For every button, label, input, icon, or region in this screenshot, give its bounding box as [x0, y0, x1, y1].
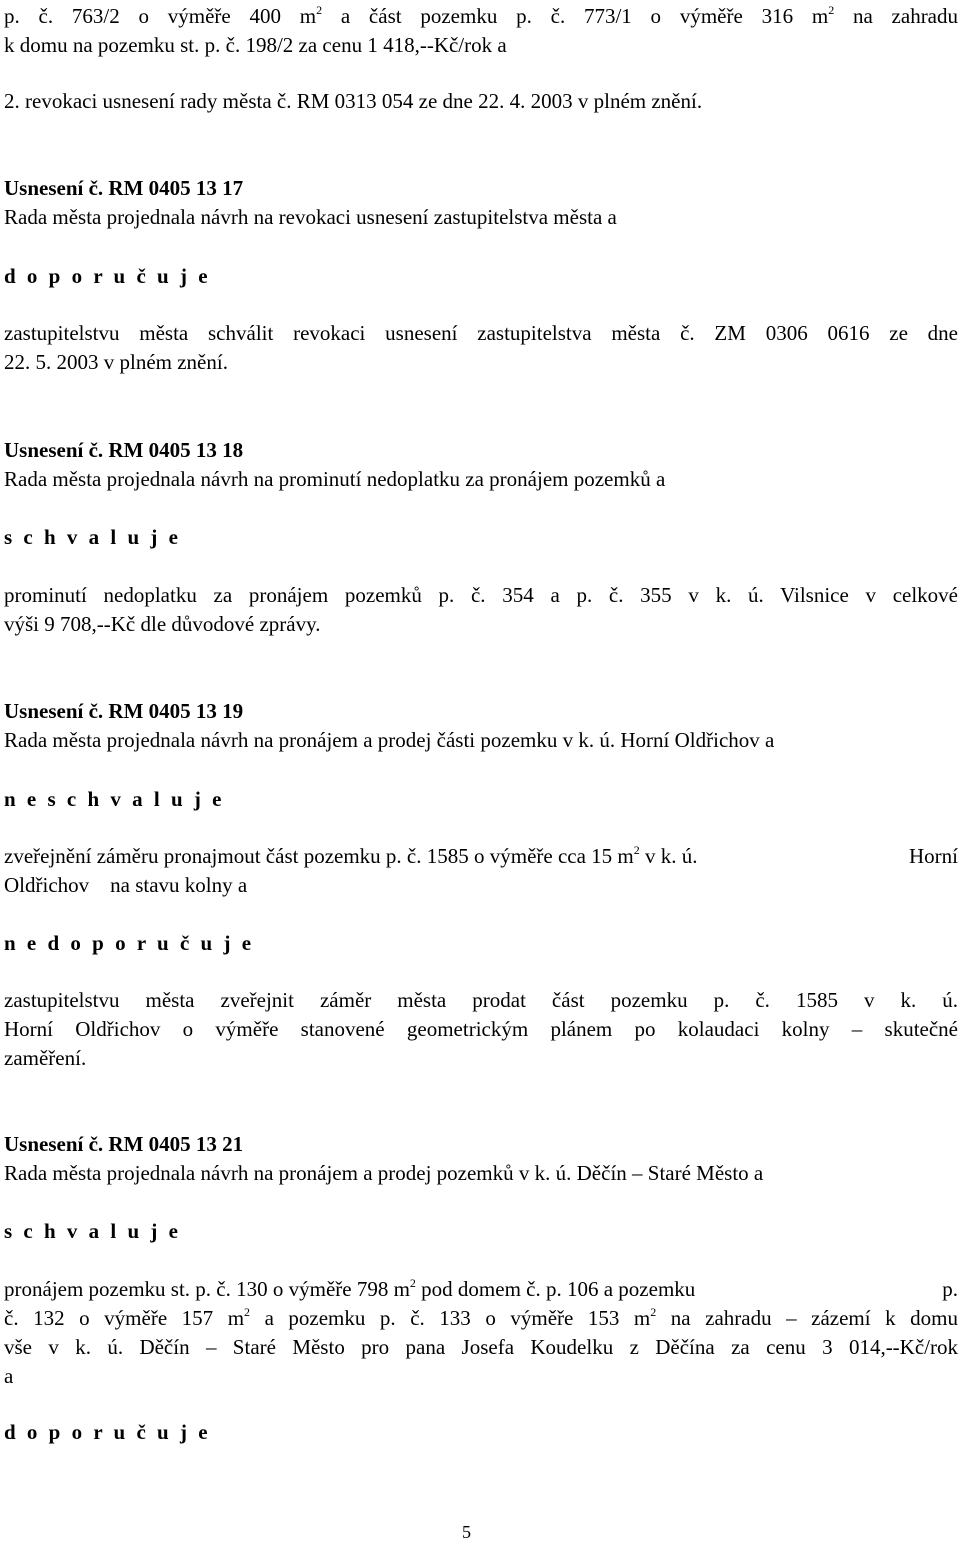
- resolution-18-body: [4, 581, 958, 639]
- text-line: p. č. 763/2 o výměře 400 $m^2$ a část pozemku p. č. 773/1 o výměře 316 $m^2$ na zahradu: [4, 3, 959, 28]
- resolution-heading: Usnesení č. RM 0405 13 19: [4, 699, 244, 723]
- text-line: Horní Oldřichov o výměře stanovené geometrickým plánem po kolaudaci kolny – skutečné: [4, 1017, 958, 1041]
- resolution-19: [4, 697, 958, 755]
- top-section: [4, 2, 958, 116]
- resolution-intro: Rada města projednala návrh na pronájem a prodej pozemků v k. ú. Děčín – Staré Město a: [4, 1161, 764, 1185]
- verdict: [4, 785, 958, 814]
- resolution-21: [4, 1130, 958, 1188]
- text-line: vše v k. ú. Děčín – Staré Město pro pana Josefa Koudelku z Děčína za cenu 3 014,--Kč/rok: [4, 1335, 958, 1359]
- text-line: 22. 5. 2003 v plném znění.: [4, 350, 228, 374]
- text-line: zastupitelstvu města zveřejnit záměr města prodat část pozemku p. č. 1585 v k. ú.: [4, 988, 958, 1012]
- verdict-text: d o p o r u č u j e: [4, 264, 211, 288]
- text-line: prominutí nedoplatku za pronájem pozemků p. č. 354 a p. č. 355 v k. ú. Vilsnice v celkové: [4, 583, 958, 607]
- resolution-heading: Usnesení č. RM 0405 13 21: [4, 1132, 244, 1156]
- text-line: č. 132 o výměře 157 $m^2$ a pozemku p. č. 133 o výměře 153 $m^2$ na zahradu – zázemí k domu: [4, 1305, 958, 1330]
- text-line: Oldřichov na stavu kolny a: [4, 873, 248, 897]
- verdict: [4, 1418, 958, 1447]
- verdict-text: n e d o p o r u č u j e: [4, 931, 255, 955]
- resolution-17: [4, 174, 958, 232]
- resolution-intro: Rada města projednala návrh na pronájem a prodej části pozemku v k. ú. Horní Oldřichov a: [4, 728, 775, 752]
- resolution-intro: Rada města projednala návrh na prominutí nedoplatku za pronájem pozemků a: [4, 467, 666, 491]
- text-line: zveřejnění záměru pronajmout část pozemku p. č. 1585 o výměře cca 15 $m^2$ v k. ú. Horní: [4, 843, 958, 868]
- verdict: [4, 929, 958, 958]
- verdict: [4, 262, 958, 291]
- text-line: a: [4, 1364, 14, 1388]
- verdict-text: n e s c h v a l u j e: [4, 787, 225, 811]
- resolution-18: [4, 436, 958, 494]
- resolution-heading: Usnesení č. RM 0405 13 17: [4, 176, 244, 200]
- page-number: 5: [462, 1522, 471, 1542]
- verdict-text: d o p o r u č u j e: [4, 1420, 211, 1444]
- text-line: zastupitelstvu města schválit revokaci usnesení zastupitelstva města č. ZM 0306 0616 ze dne: [4, 321, 958, 345]
- text-line: k domu na pozemku st. p. č. 198/2 za cenu 1 418,--Kč/rok a: [4, 33, 507, 57]
- verdict-text: s c h v a l u j e: [4, 1219, 181, 1243]
- resolution-heading: Usnesení č. RM 0405 13 18: [4, 438, 244, 462]
- text-line: zaměření.: [4, 1046, 87, 1070]
- resolution-17-body: [4, 319, 958, 377]
- resolution-intro: Rada města projednala návrh na revokaci usnesení zastupitelstva města a: [4, 205, 617, 229]
- resolution-21-body: [4, 1275, 958, 1391]
- text-line: pronájem pozemku st. p. č. 130 o výměře 798 $m^2$ pod domem č. p. 106 a pozemku p.: [4, 1276, 958, 1301]
- verdict-text: s c h v a l u j e: [4, 525, 181, 549]
- resolution-19-body-2: [4, 986, 958, 1073]
- resolution-19-body: [4, 842, 958, 900]
- text-line: 2. revokaci usnesení rady města č. RM 0313 054 ze dne 22. 4. 2003 v plném znění.: [4, 89, 703, 113]
- text-line: výši 9 708,--Kč dle důvodové zprávy.: [4, 612, 321, 636]
- verdict: [4, 1217, 958, 1246]
- verdict: [4, 523, 958, 552]
